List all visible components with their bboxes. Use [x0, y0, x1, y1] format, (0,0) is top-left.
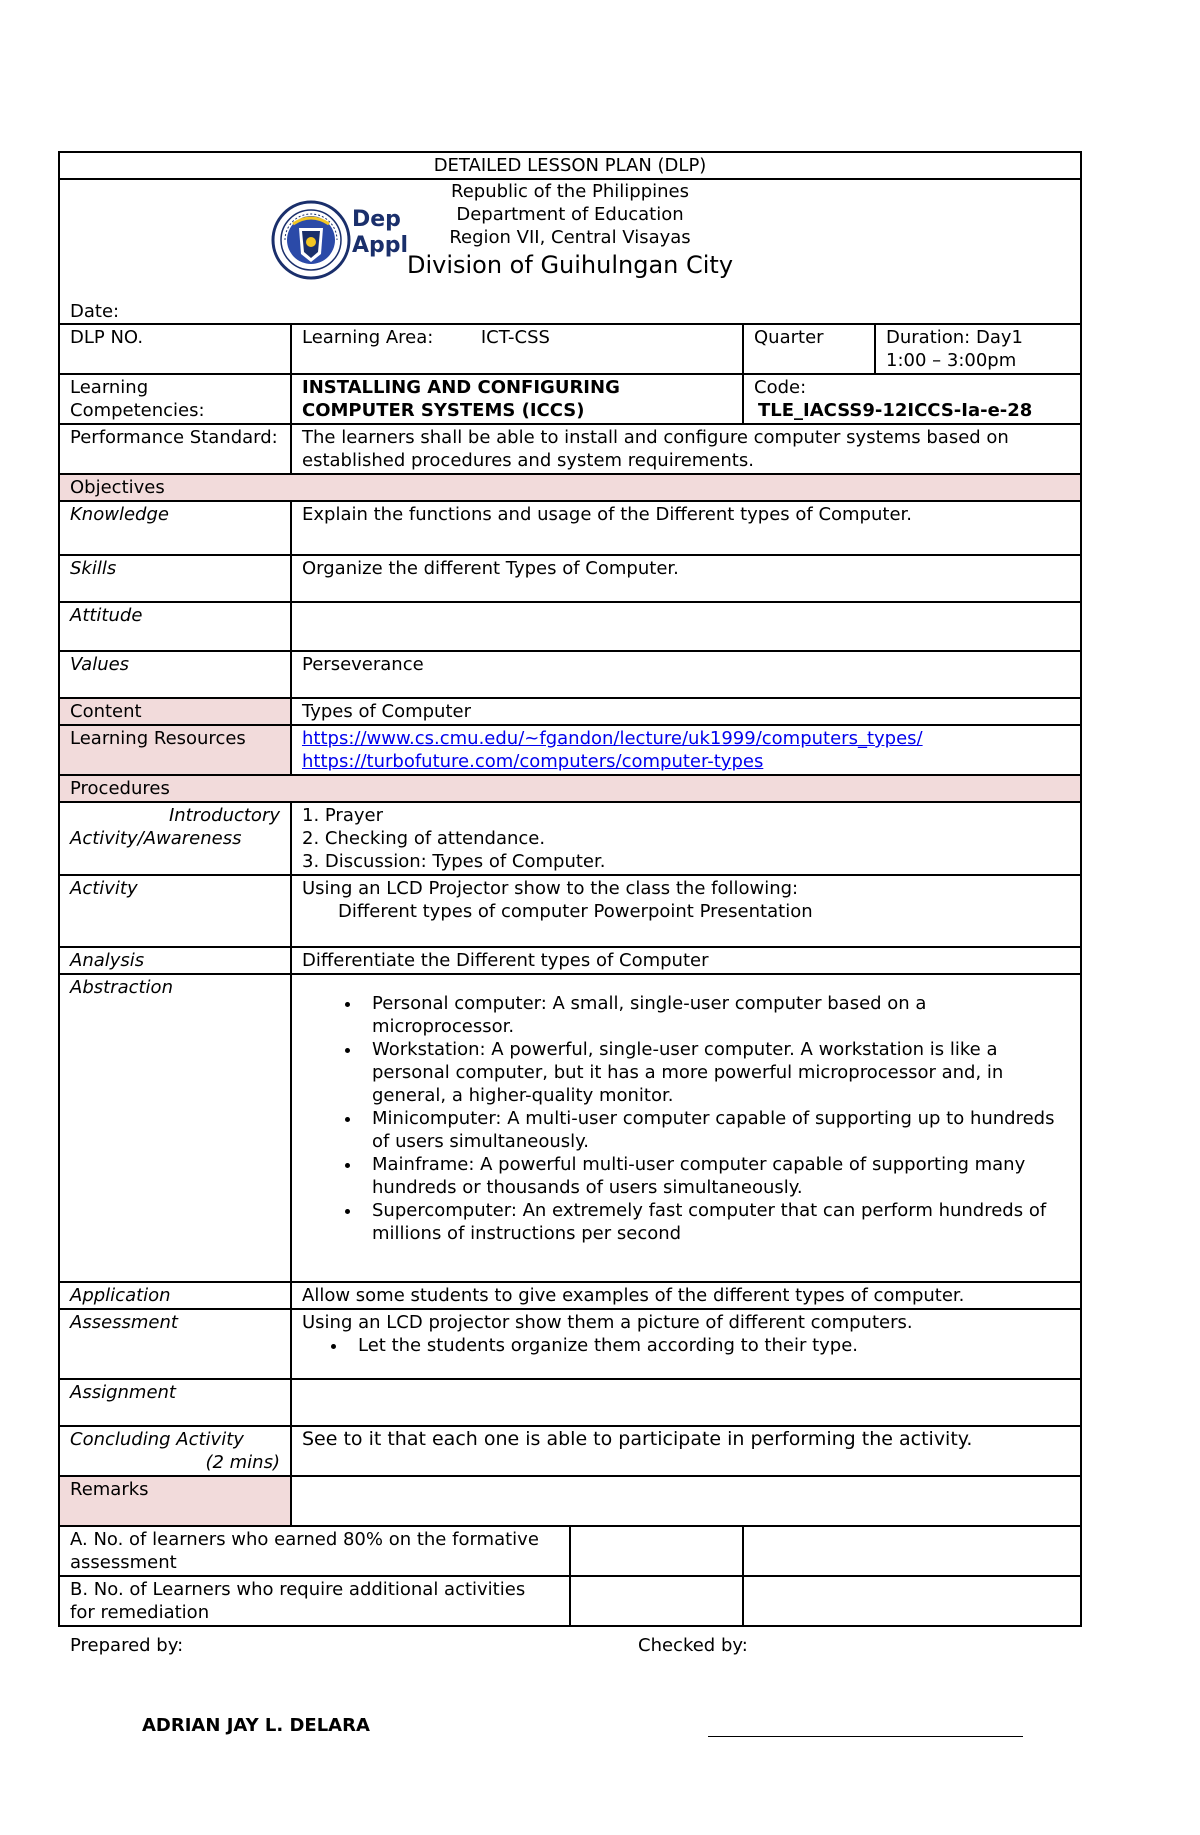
intro-item: 1. Prayer: [302, 805, 383, 826]
attitude-label: Attitude: [59, 602, 291, 651]
concluding-label-line2: (2 mins): [205, 1452, 280, 1473]
duration-time: 1:00 – 3:00pm: [886, 350, 1017, 371]
values-value: Perseverance: [291, 651, 1081, 698]
code-value: TLE_IACSS9-12ICCS-Ia-e-28: [758, 400, 1033, 421]
performance-value: The learners shall be able to install and configure computer systems based on established procedures and system requirements.: [291, 424, 1081, 474]
resources-label: Learning Resources: [59, 725, 291, 775]
eval-row-b-label: [59, 1576, 743, 1626]
checked-by-label: Checked by:: [638, 1635, 748, 1656]
date-label: Date:: [70, 301, 120, 322]
skills-label: Skills: [59, 555, 291, 602]
lesson-plan-table: [58, 151, 1082, 1627]
duration-cell: [875, 324, 1081, 374]
learning-area-value: ICT-CSS: [480, 327, 550, 348]
eval-row-a-value: [743, 1526, 1081, 1576]
assessment-label: Assessment: [59, 1309, 291, 1379]
region-line: Region VII, Central Visayas: [449, 227, 691, 248]
preparer-name: ADRIAN JAY L. DELARA: [142, 1715, 370, 1736]
department-line: Department of Education: [456, 204, 684, 225]
logo-partial-text: Dep Appl: [352, 207, 409, 258]
content-label: Content: [59, 698, 291, 725]
code-label: Code:: [754, 377, 807, 398]
intro-item: 3. Discussion: Types of Computer.: [302, 851, 606, 872]
quarter-label: Quarter: [743, 324, 875, 374]
duration-day: Duration: Day1: [886, 327, 1023, 348]
application-label: Application: [59, 1282, 291, 1309]
concluding-label-line1: Concluding Activity: [70, 1429, 244, 1450]
remarks-value: [291, 1476, 1081, 1526]
assessment-line1: Using an LCD projector show them a picture of different computers.: [302, 1312, 913, 1333]
letterhead-lines: [60, 180, 1080, 281]
intro-items: [291, 802, 1081, 875]
intro-label-line1: Introductory: [168, 805, 280, 826]
activity-label: Activity: [59, 875, 291, 947]
republic-line: Republic of the Philippines: [451, 181, 689, 202]
division-line: Division of Guihulngan City: [406, 251, 734, 279]
list-item: • Personal computer: A small, single-user computer based on a microprocessor.: [362, 992, 1070, 1038]
assessment-cell: [291, 1309, 1081, 1379]
knowledge-value: Explain the functions and usage of the Different types of Computer.: [291, 501, 1081, 555]
concluding-value: See to it that each one is able to participate in performing the activity.: [291, 1426, 1081, 1476]
list-item: • Mainframe: A powerful multi-user computer capable of supporting many hundreds or thousands of users simultaneously.: [362, 1153, 1070, 1199]
competencies-label: Learning Competencies:: [59, 374, 291, 424]
assignment-label: Assignment: [59, 1379, 291, 1426]
intro-item: 2. Checking of attendance.: [302, 828, 546, 849]
competencies-value: INSTALLING AND CONFIGURING COMPUTER SYSTEMS (ICCS): [291, 374, 743, 424]
application-value: Allow some students to give examples of the different types of computer.: [291, 1282, 1081, 1309]
skills-value: Organize the different Types of Computer.: [291, 555, 1081, 602]
resources-cell: [291, 725, 1081, 775]
evaluation-divider: [569, 1526, 571, 1626]
eval-row-a-text: A. No. of learners who earned 80% on the formative assessment: [70, 1529, 539, 1573]
signature-line: [708, 1736, 1023, 1737]
letterhead: [59, 179, 1081, 324]
abstraction-cell: [291, 974, 1081, 1282]
knowledge-label: Knowledge: [59, 501, 291, 555]
resource-link-turbofuture[interactable]: https://turbofuture.com/computers/computer-types: [302, 751, 764, 772]
eval-row-a-label: [59, 1526, 743, 1576]
intro-label-cell: [59, 802, 291, 875]
abstraction-label: Abstraction: [59, 974, 291, 1282]
activity-line2: Different types of computer Powerpoint Presentation: [338, 901, 813, 922]
learning-area-cell: [291, 324, 743, 374]
attitude-value: [291, 602, 1081, 651]
code-cell: [743, 374, 1081, 424]
activity-line1: Using an LCD Projector show to the class the following:: [302, 878, 799, 899]
remarks-label: Remarks: [59, 1476, 291, 1526]
prepared-by-label: Prepared by:: [70, 1635, 184, 1656]
abstraction-list: [302, 992, 1070, 1245]
list-item: • Let the students organize them according to their type.: [348, 1334, 1070, 1357]
learning-area-label: Learning Area:: [302, 327, 434, 348]
dlp-no-label: DLP NO.: [59, 324, 291, 374]
intro-label-line2: Activity/Awareness: [70, 828, 242, 849]
concluding-label-cell: [59, 1426, 291, 1476]
eval-row-b-text: B. No. of Learners who require additional activities for remediation: [70, 1579, 526, 1623]
assessment-list: [302, 1334, 1070, 1357]
eval-row-b-value: [743, 1576, 1081, 1626]
activity-cell: [291, 875, 1081, 947]
list-item: • Supercomputer: An extremely fast computer that can perform hundreds of millions of instructions per second: [362, 1199, 1070, 1245]
list-item: • Workstation: A powerful, single-user computer. A workstation is like a personal computer, but it has a more powerful microprocessor and, in general, a higher-quality monitor.: [362, 1038, 1070, 1107]
dlp-title: DETAILED LESSON PLAN (DLP): [59, 152, 1081, 179]
analysis-value: Differentiate the Different types of Computer: [291, 947, 1081, 974]
assignment-value: [291, 1379, 1081, 1426]
content-value: Types of Computer: [291, 698, 1081, 725]
list-item: • Minicomputer: A multi-user computer capable of supporting up to hundreds of users simultaneously.: [362, 1107, 1070, 1153]
performance-label: Performance Standard:: [59, 424, 291, 474]
objectives-header: Objectives: [59, 474, 1081, 501]
resource-link-cmu[interactable]: https://www.cs.cmu.edu/~fgandon/lecture/uk1999/computers_types/: [302, 728, 923, 749]
procedures-header: Procedures: [59, 775, 1081, 802]
values-label: Values: [59, 651, 291, 698]
analysis-label: Analysis: [59, 947, 291, 974]
